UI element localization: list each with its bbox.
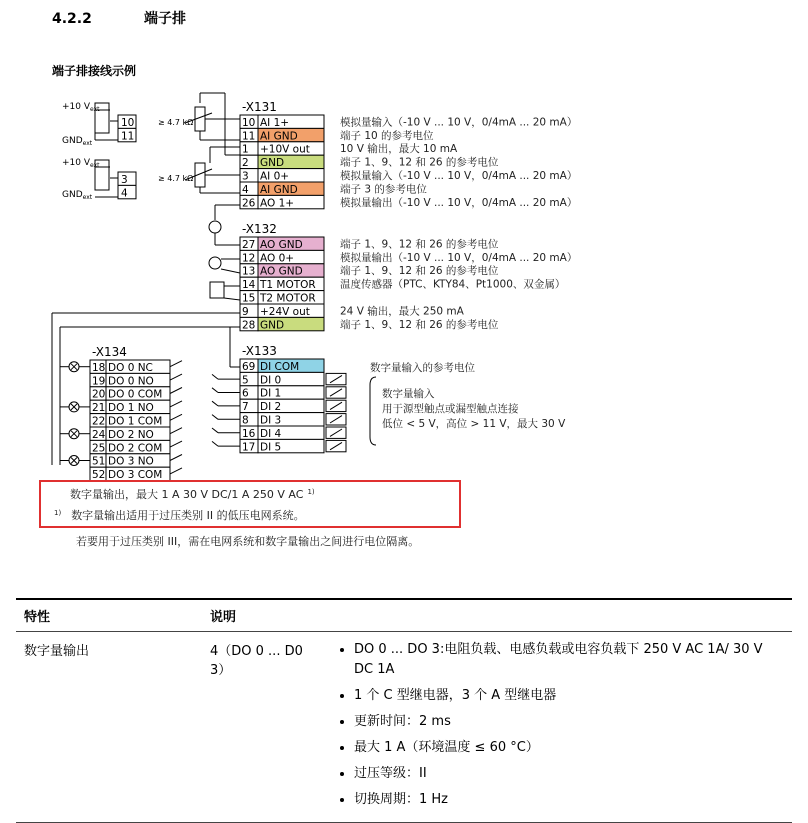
- pin-number: 20: [92, 388, 106, 401]
- pin-name: DO 0 NC: [108, 361, 153, 374]
- list-item: • 1 个 C 型继电器，3 个 A 型继电器: [354, 686, 784, 706]
- pin-number: 28: [242, 319, 256, 332]
- pin-number: 24: [92, 428, 106, 441]
- pin-description: 端子 1、9、12 和 26 的参考电位: [340, 156, 499, 169]
- table-row: [16, 632, 792, 823]
- pin-name: DO 2 NO: [108, 428, 154, 441]
- terminal-block-x132: [240, 222, 577, 331]
- pin-name: T2 MOTOR: [260, 292, 316, 305]
- pin-name: DI 1: [260, 387, 282, 400]
- spec-table-header: [16, 599, 792, 632]
- pin-number: 69: [242, 360, 256, 373]
- terminal-block-x133: [212, 344, 566, 453]
- pin-name: AO GND: [260, 265, 303, 278]
- pin-name: DO 2 COM: [108, 442, 163, 455]
- pin-description: 温度传感器（PTC、KTY84、Pt1000、双金属）: [340, 278, 566, 291]
- feature-cell: 数字量输出: [16, 632, 202, 823]
- do-rating-text: 数字量输出，最大 1 A 30 V DC/1 A 250 V AC $^{1)}$: [70, 488, 315, 501]
- pin-number: 15: [242, 292, 256, 305]
- pin-number: 7: [242, 401, 249, 414]
- pin-name: DO 3 COM: [108, 469, 163, 482]
- supply-label: $GND_{ext}$: [62, 136, 93, 147]
- pin-name: AI 0+: [260, 170, 290, 183]
- pin-number: 4: [242, 183, 249, 196]
- block-label: -X132: [242, 222, 277, 236]
- block-label: -X134: [92, 345, 127, 359]
- di-description-line: 数字量输入: [382, 388, 435, 400]
- pin-description: 端子 1、9、12 和 26 的参考电位: [340, 265, 499, 278]
- pot-rating: ≥ 4.7 kΩ: [158, 174, 194, 183]
- pin-description: 模拟量输出（-10 V ... 10 V，0/4mA ... 20 mA）: [340, 196, 578, 209]
- pin-name: DI COM: [260, 360, 300, 373]
- di-switch: [212, 441, 218, 446]
- relay-contact: [170, 468, 182, 474]
- footnote-1: $^{1)}$ 数字量输出适用于过压类别 II 的低压电网系统。: [54, 509, 305, 522]
- list-item: • 切换周期：1 Hz: [354, 790, 784, 810]
- section-number: 4.2.2: [52, 11, 92, 27]
- block-label: -X133: [242, 344, 277, 358]
- list-item: • DO 0 ... DO 3:电阻负载、电感负载或电容负载下 250 V AC 1A/ 30 V DC 1A: [354, 640, 784, 680]
- relay-contact: [170, 388, 182, 394]
- block-label: -X131: [242, 100, 277, 114]
- pin-description: 模拟量输入（-10 V ... 10 V，0/4mA ... 20 mA）: [340, 170, 578, 182]
- list-item: • 最大 1 A（环境温度 ≤ 60 °C）: [354, 738, 784, 758]
- relay-contact: [170, 414, 182, 420]
- di-bracket: [370, 377, 376, 445]
- relay-contact: [170, 361, 182, 367]
- pin-number: 17: [242, 441, 256, 454]
- pin-name: AI GND: [260, 130, 298, 143]
- pin-name: DI 2: [260, 401, 282, 414]
- pin-description: 端子 1、9、12 和 26 的参考电位: [340, 238, 499, 251]
- pin-name: GND: [260, 319, 285, 332]
- pin-name: AO GND: [260, 238, 303, 251]
- pin-number: 26: [242, 197, 256, 210]
- di-switch: [212, 428, 218, 433]
- di-switch: [212, 374, 218, 379]
- list-item: • 更新时间：2 ms: [354, 712, 784, 732]
- pin-number: 13: [242, 265, 256, 278]
- left-pin-number: 11: [121, 130, 135, 143]
- col-header-feature: 特性: [16, 599, 202, 632]
- footnote-2: 若要用于过压类别 III，需在电网系统和数字量输出之间进行电位隔离。: [76, 535, 420, 548]
- pin-number: 2: [242, 157, 249, 170]
- pin-name: AO 1+: [260, 197, 295, 210]
- di-switch: [212, 401, 218, 406]
- pin-name: DO 3 NO: [108, 455, 154, 468]
- spec-table: [16, 598, 792, 823]
- pin-number: 19: [92, 375, 106, 388]
- pin-number: 21: [92, 402, 106, 415]
- pin-number: 11: [242, 130, 256, 143]
- pin-number: 14: [242, 279, 256, 292]
- pin-number: 51: [92, 455, 106, 468]
- pin-name: DO 1 COM: [108, 415, 163, 428]
- supply-label: +10 $V_{ext}$: [62, 158, 100, 169]
- pin-description: 端子 3 的参考电位: [340, 183, 427, 196]
- pin-description: 24 V 输出，最大 250 mA: [340, 305, 464, 318]
- subtitle: 端子排接线示例: [52, 64, 137, 78]
- terminal-wiring-diagram: [0, 85, 808, 585]
- pin-name: T1 MOTOR: [260, 279, 316, 292]
- pin-name: DO 0 COM: [108, 388, 163, 401]
- details-list: [336, 640, 784, 810]
- pin-description: 端子 1、9、12 和 26 的参考电位: [340, 318, 499, 331]
- pin-name: GND: [260, 157, 285, 170]
- left-pin-number: 4: [121, 187, 128, 200]
- pin-description: 模拟量输入（-10 V ... 10 V，0/4mA ... 20 mA）: [340, 116, 578, 129]
- pin-number: 3: [242, 170, 249, 183]
- pin-number: 1: [242, 143, 249, 156]
- pin-name: DI 3: [260, 414, 282, 427]
- pin-number: 9: [242, 305, 249, 318]
- terminal-block-x131: [240, 100, 577, 209]
- count-cell: 4（DO 0 ... D0 3）: [202, 632, 328, 823]
- di-switch: [212, 415, 218, 420]
- section-title: 端子排: [144, 11, 186, 27]
- pin-number: 16: [242, 427, 256, 440]
- relay-contact: [170, 401, 182, 407]
- pin-name: DI 5: [260, 441, 282, 454]
- pin-description: 端子 10 的参考电位: [340, 129, 434, 142]
- di-switch: [212, 388, 218, 393]
- pin-name: DI 4: [260, 427, 282, 440]
- pin-name: AO 0+: [260, 252, 295, 265]
- col-header-description: 说明: [202, 599, 328, 632]
- pin-description: 10 V 输出，最大 10 mA: [340, 143, 458, 156]
- col-header-empty: [328, 599, 792, 632]
- pin-number: 22: [92, 415, 106, 428]
- details-cell: [328, 632, 792, 823]
- aux-labels: [62, 102, 193, 201]
- pin-number: 25: [92, 442, 106, 455]
- pin-name: +24V out: [260, 305, 310, 318]
- list-item: • 过压等级：II: [354, 764, 784, 784]
- left-pin-number: 3: [121, 173, 128, 186]
- pin-number: 52: [92, 469, 106, 482]
- di-description-line: 低位 < 5 V，高位 > 11 V，最大 30 V: [382, 418, 566, 430]
- terminal-block-x134: [60, 345, 182, 481]
- supply-label: $GND_{ext}$: [62, 190, 93, 201]
- pin-name: +10V out: [260, 143, 310, 156]
- pot-rating: ≥ 4.7 kΩ: [158, 118, 194, 127]
- pin-name: AI 1+: [260, 116, 290, 129]
- pin-number: 6: [242, 387, 249, 400]
- pin-number: 10: [242, 116, 256, 129]
- relay-contact: [170, 374, 182, 380]
- pin-number: 8: [242, 414, 249, 427]
- pin-name: DO 0 NO: [108, 375, 154, 388]
- pin-number: 18: [92, 361, 106, 374]
- supply-label: +10 $V_{ext}$: [62, 102, 100, 113]
- relay-contact: [170, 428, 182, 434]
- pin-name: AI GND: [260, 183, 298, 196]
- section-heading: [52, 8, 186, 28]
- di-com-description: 数字量输入的参考电位: [370, 362, 475, 374]
- di-description-line: 用于源型触点或漏型触点连接: [382, 403, 519, 415]
- pin-number: 12: [242, 252, 256, 265]
- relay-contact: [170, 455, 182, 461]
- left-pin-number: 10: [121, 116, 135, 129]
- pin-number: 27: [242, 238, 256, 251]
- pin-description: 模拟量输出（-10 V ... 10 V，0/4mA ... 20 mA）: [340, 251, 578, 264]
- pin-name: DO 1 NO: [108, 402, 154, 415]
- relay-contact: [170, 441, 182, 447]
- pin-number: 5: [242, 374, 249, 387]
- pin-name: DI 0: [260, 374, 282, 387]
